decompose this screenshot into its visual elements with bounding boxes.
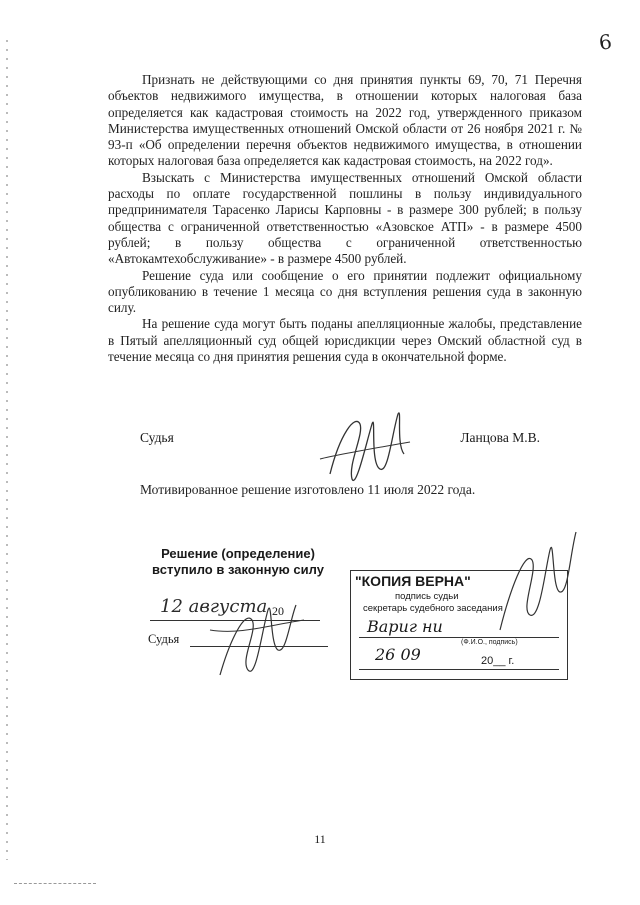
- copy-verified-stamp: [350, 570, 568, 680]
- paragraph-publication: Решение суда или сообщение о его принятии подлежит официальному опубликованию в течение 1 месяца со дня вступления решения суда в законную силу.: [108, 267, 582, 316]
- stamp-handwritten-date: 12 августа: [160, 596, 268, 617]
- copy-stamp-secretary-name: Вариг ни: [367, 617, 443, 636]
- copy-stamp-line-date: [359, 669, 559, 670]
- decision-text: [108, 72, 582, 365]
- paragraph-costs: Взыскать с Министерства имущественных отношений Омской области расходы по оплате государственной пошлины в пользу индивидуального предпринимателя Тарасенко Ларисы Карповны - в размере 300 рублей; в пользу общества с ограниченной ответственностью «Азовское АТП» - в размере 4500 рублей; в пользу общества с ограниченной ответственностью «Автокамтехобслуживание» - в размере 4500 рублей.: [108, 169, 582, 267]
- motivated-decision-note: Мотивированное решение изготовлено 11 июля 2022 года.: [140, 482, 476, 497]
- stamp-judge-label: Судья: [148, 632, 180, 646]
- stamp-judge-line: [190, 646, 328, 647]
- stamp-year-prefix: 20: [272, 604, 284, 618]
- copy-stamp-year-prefix: 20: [481, 655, 494, 667]
- paragraph-invalidate: Признать не действующими со дня принятия пункты 69, 70, 71 Перечня объектов недвижимого имущества, в отношении которых налоговая база определяется как кадастровая стоимость на 2022 год, утвержденного приказом Министерства имущественных отношений Омской области от 26 ноября 2021 г. № 93-п «Об определении перечня объектов недвижимого имущества, в отношении которых налоговая база определяется как кадастровая стоимость, на 2022 год».: [108, 72, 582, 169]
- copy-stamp-fio-caption: (Ф.И.О., подпись): [461, 639, 518, 646]
- copy-stamp-year-suffix: г.: [508, 655, 515, 667]
- copy-stamp-title: "КОПИЯ ВЕРНА": [355, 573, 471, 589]
- entered-into-force-stamp: [140, 540, 328, 658]
- page-number: 11: [314, 832, 326, 846]
- stamp-title-line1: Решение (определение): [161, 546, 315, 561]
- scan-edge-dots: [6, 40, 8, 860]
- copy-stamp-sign-label: подпись судьи: [395, 591, 459, 602]
- stamp-entered-title: [148, 546, 328, 578]
- stamp-title-line2: вступило в законную силу: [152, 562, 324, 577]
- copy-stamp-line-name: [359, 637, 559, 638]
- judge-signature-line: [140, 430, 560, 450]
- page-corner-mark: 6: [597, 29, 614, 55]
- copy-stamp-secretary-label: секретарь судебного заседания: [363, 603, 503, 614]
- scan-footer-mark: [14, 883, 96, 884]
- copy-stamp-year: 20__ г.: [481, 655, 515, 667]
- copy-stamp-handwritten-date: 26 09: [375, 645, 421, 664]
- judge-label: Судья: [140, 430, 174, 445]
- paragraph-appeal: На решение суда могут быть поданы апелляционные жалобы, представление в Пятый апелляционный суд общей юрисдикции через Омский областной суд в течение месяца со дня принятия решения суда в окончательной форме.: [108, 316, 582, 365]
- judge-name: Ланцова М.В.: [460, 430, 540, 445]
